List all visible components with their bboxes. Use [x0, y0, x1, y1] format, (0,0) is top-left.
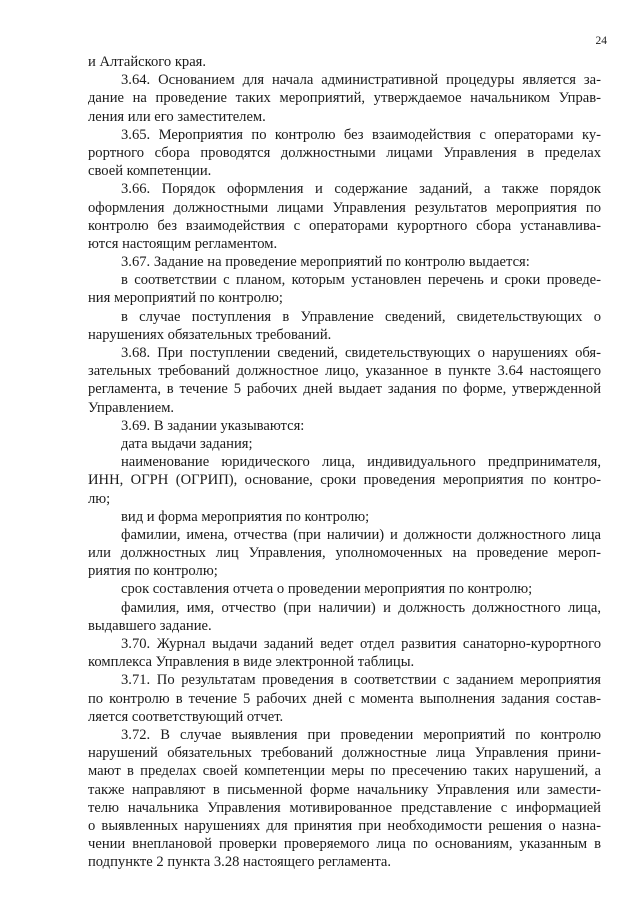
text-line: Управлением.: [88, 399, 175, 416]
text-line: 3.66. Порядок оформления и содержание заданий, а также порядок: [121, 181, 601, 198]
text-line: 3.71. По результатам проведения в соответствии с заданием мероприятия: [121, 672, 601, 689]
text-line: выдавшего задание.: [88, 617, 212, 634]
text-line: ния мероприятий по контролю;: [88, 290, 283, 307]
text-line: ИНН, ОГРН (ОГРИП), основание, сроки проведения мероприятия по контро-: [88, 472, 601, 489]
text-line: фамилии, имена, отчества (при наличии) и должности должностного лица: [121, 526, 601, 543]
text-line: фамилия, имя, отчество (при наличии) и должность должностного лица,: [121, 599, 601, 616]
text-line: оформления должностными лицами Управления результатов мероприятия по: [88, 199, 601, 216]
text-line: нарушениях обязательных требований.: [88, 326, 332, 343]
text-line: ления или его заместителем.: [88, 108, 266, 125]
text-line: вид и форма мероприятия по контролю;: [121, 508, 370, 525]
text-line: комплекса Управления в виде электронной таблицы.: [88, 654, 415, 671]
text-line: в соответствии с планом, которым установлен перечень и сроки проведе-: [121, 272, 601, 289]
text-line: 3.68. При поступлении сведений, свидетельствующих о нарушениях обя-: [121, 345, 601, 361]
text-line: нарушений обязательных требований должностные лица Управления прини-: [88, 745, 601, 762]
text-line: телю начальника Управления мотивированное представление с информацией: [88, 799, 601, 816]
text-line: контролю без взаимодействия с операторами курортного сбора устанавлива-: [88, 217, 601, 234]
text-line: наименование юридического лица, индивидуального предпринимателя,: [121, 454, 601, 471]
text-line: зательных требований должностное лицо, указанное в пункте 3.64 настоящего: [88, 363, 601, 380]
text-line: подпункте 2 пункта 3.28 настоящего регламента.: [88, 854, 392, 871]
text-line: или должностных лиц Управления, уполномоченных на проведение мероп-: [88, 545, 601, 562]
text-line: рортного сбора проводятся должностными лицами Управления в пределах: [88, 144, 601, 161]
text-line: срок составления отчета о проведении мероприятия по контролю;: [121, 581, 533, 598]
text-line: 3.64. Основанием для начала административной процедуры является за-: [121, 72, 601, 89]
text-line: ляется соответствующий отчет.: [88, 708, 284, 725]
text-line: чении внеплановой проверки проверяемого лица по основаниям, указанным в: [88, 836, 601, 853]
text-line: дание на проведение таких мероприятий, утверждаемое начальником Управ-: [88, 90, 601, 107]
text-line: 3.70. Журнал выдачи заданий ведет отдел развития санаторно-курортного: [121, 636, 601, 652]
text-line: 3.67. Задание на проведение мероприятий по контролю выдается:: [121, 254, 530, 271]
text-line: ются настоящим регламентом.: [88, 235, 278, 252]
text-line: и Алтайского края.: [88, 54, 207, 70]
text-line: мают в пределах своей компетенции меры по пресечению таких нарушений, а: [88, 763, 601, 780]
text-line: лю;: [88, 490, 111, 507]
text-line: также направляют в письменной форме начальнику Управления или замести-: [88, 781, 601, 798]
text-line: в случае поступления в Управление сведений, свидетельствующих о: [121, 308, 601, 325]
text-line: дата выдачи задания;: [121, 435, 253, 452]
text-line: 3.65. Мероприятия по контролю без взаимодействия с операторами ку-: [121, 126, 601, 143]
text-line: регламента, в течение 5 рабочих дней выдает задания по форме, утвержденной: [88, 381, 601, 398]
text-line: о выявленных нарушениях для принятия при необходимости решения о назна-: [88, 817, 601, 834]
text-line: своей компетенции.: [88, 163, 212, 180]
text-line: риятия по контролю;: [88, 563, 218, 580]
page-number: 24: [595, 35, 607, 47]
text-line: 3.69. В задании указываются:: [121, 417, 305, 434]
text-line: по контролю в течение 5 рабочих дней с момента выполнения задания состав-: [88, 690, 601, 707]
document-body: [88, 53, 601, 871]
text-line: 3.72. В случае выявления при проведении мероприятий по контролю: [121, 726, 601, 743]
